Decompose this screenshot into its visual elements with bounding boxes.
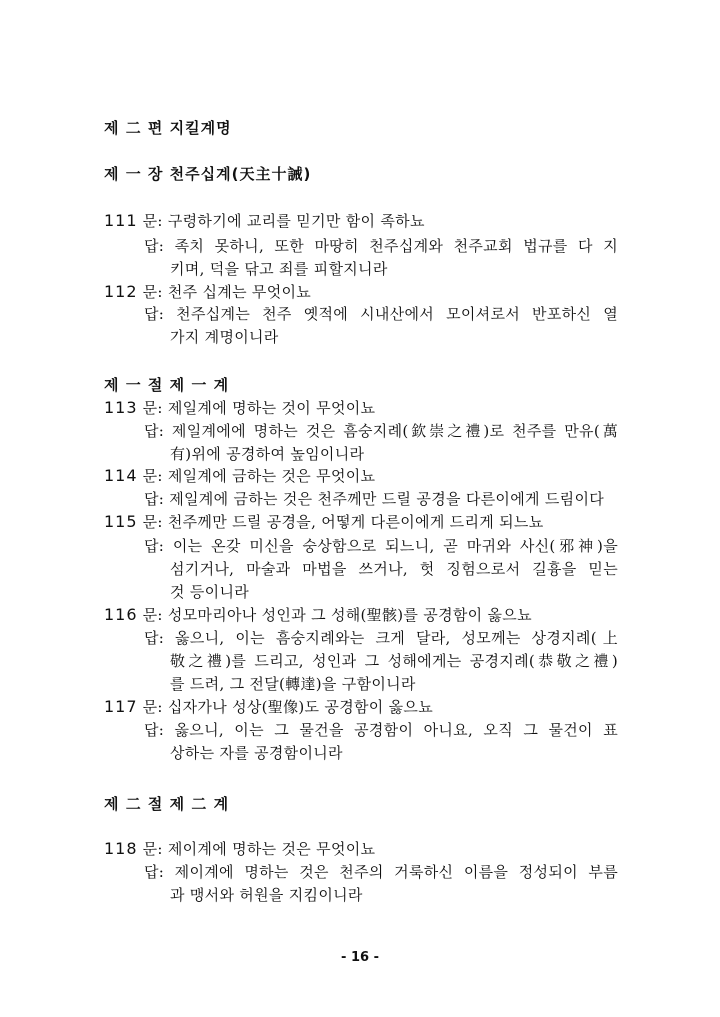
answer-117-line-2: 상하는 자를 공경함이니라 (170, 744, 343, 762)
question-text: 문: 천주께만 드릴 공경을, 어떻게 다른이에게 드리게 되느뇨 (142, 513, 544, 531)
question-number: 114 (104, 466, 138, 485)
answer-114-line-1: 답: 제일계에 금하는 것은 천주께만 드릴 공경을 다른이에게 드림이다 (144, 490, 605, 508)
answer-117-line-1: 답: 옳으니, 이는 그 물건을 공경함이 아니요, 오직 그 물건이 표 (144, 721, 618, 739)
question-number: 115 (104, 512, 138, 531)
question-116 (104, 604, 532, 626)
question-113 (104, 397, 375, 419)
question-text: 문: 제일계에 명하는 것이 무엇이뇨 (142, 399, 376, 417)
answer-113-line-1: 답: 제일계에에 명하는 것은 흠숭지례(欽崇之禮)로 천주를 만유(萬 (144, 422, 618, 440)
answer-116-line-1: 답: 옳으니, 이는 흠숭지례와는 크게 달라, 성모께는 상경지례(上 (144, 629, 618, 647)
question-text: 문: 구령하기에 교리를 믿기만 함이 족하뇨 (142, 212, 425, 230)
answer-111-line-2: 키며, 덕을 닦고 죄를 피할지니라 (170, 260, 388, 278)
question-text: 문: 성모마리아나 성인과 그 성해(聖骸)를 공경함이 옳으뇨 (142, 606, 532, 624)
question-112 (104, 281, 311, 303)
question-118 (104, 838, 375, 860)
answer-111-line-1: 답: 족치 못하니, 또한 마땅히 천주십계와 천주교회 법규를 다 지 (144, 237, 618, 255)
answer-115-line-2: 섬기거나, 마술과 마법을 쓰거나, 헛 징험으로서 길흉을 믿는 (170, 560, 618, 578)
answer-113-line-2: 有)위에 공경하여 높임이니라 (170, 445, 365, 463)
answer-116-line-2: 敬之禮)를 드리고, 성인과 그 성해에게는 공경지례(恭敬之禮) (170, 652, 618, 670)
question-number: 112 (104, 282, 138, 301)
question-text: 문: 천주 십계는 무엇이뇨 (142, 283, 312, 301)
question-number: 113 (104, 398, 138, 417)
question-text: 문: 제이계에 명하는 것은 무엇이뇨 (142, 840, 376, 858)
question-114 (104, 465, 375, 487)
answer-112-line-1: 답: 천주십계는 천주 옛적에 시내산에서 모이셔로서 반포하신 열 (144, 305, 618, 323)
question-117 (104, 696, 433, 718)
answer-115-line-3: 것 등이니라 (170, 583, 250, 601)
chapter-title: 제 一 장 천주십계(天主十誡) (104, 165, 312, 183)
question-number: 116 (104, 605, 138, 624)
question-number: 118 (104, 839, 138, 858)
answer-118-line-1: 답: 제이계에 명하는 것은 천주의 거룩하신 이름을 정성되이 부름 (144, 863, 618, 881)
question-number: 117 (104, 697, 138, 716)
question-111 (104, 210, 425, 232)
answer-115-line-1: 답: 이는 온갖 미신을 숭상함으로 되느니, 곧 마귀와 사신(邪神)을 (144, 537, 618, 555)
page-number: - 16 - (341, 950, 379, 965)
answer-118-line-2: 과 맹서와 허원을 지킴이니라 (170, 886, 363, 904)
section-1-title: 제 一 절 제 一 계 (104, 376, 230, 394)
question-115 (104, 511, 544, 533)
answer-112-line-2: 가지 계명이니라 (170, 328, 279, 346)
question-number: 111 (104, 211, 138, 230)
answer-116-line-3: 를 드려, 그 전달(轉達)을 구함이니라 (170, 675, 416, 693)
question-text: 문: 제일계에 금하는 것은 무엇이뇨 (142, 467, 376, 485)
section-2-title: 제 二 절 제 二 계 (104, 795, 230, 813)
part-title: 제 二 편 지킬계명 (104, 119, 232, 137)
question-text: 문: 십자가나 성상(聖像)도 공경함이 옳으뇨 (142, 698, 434, 716)
